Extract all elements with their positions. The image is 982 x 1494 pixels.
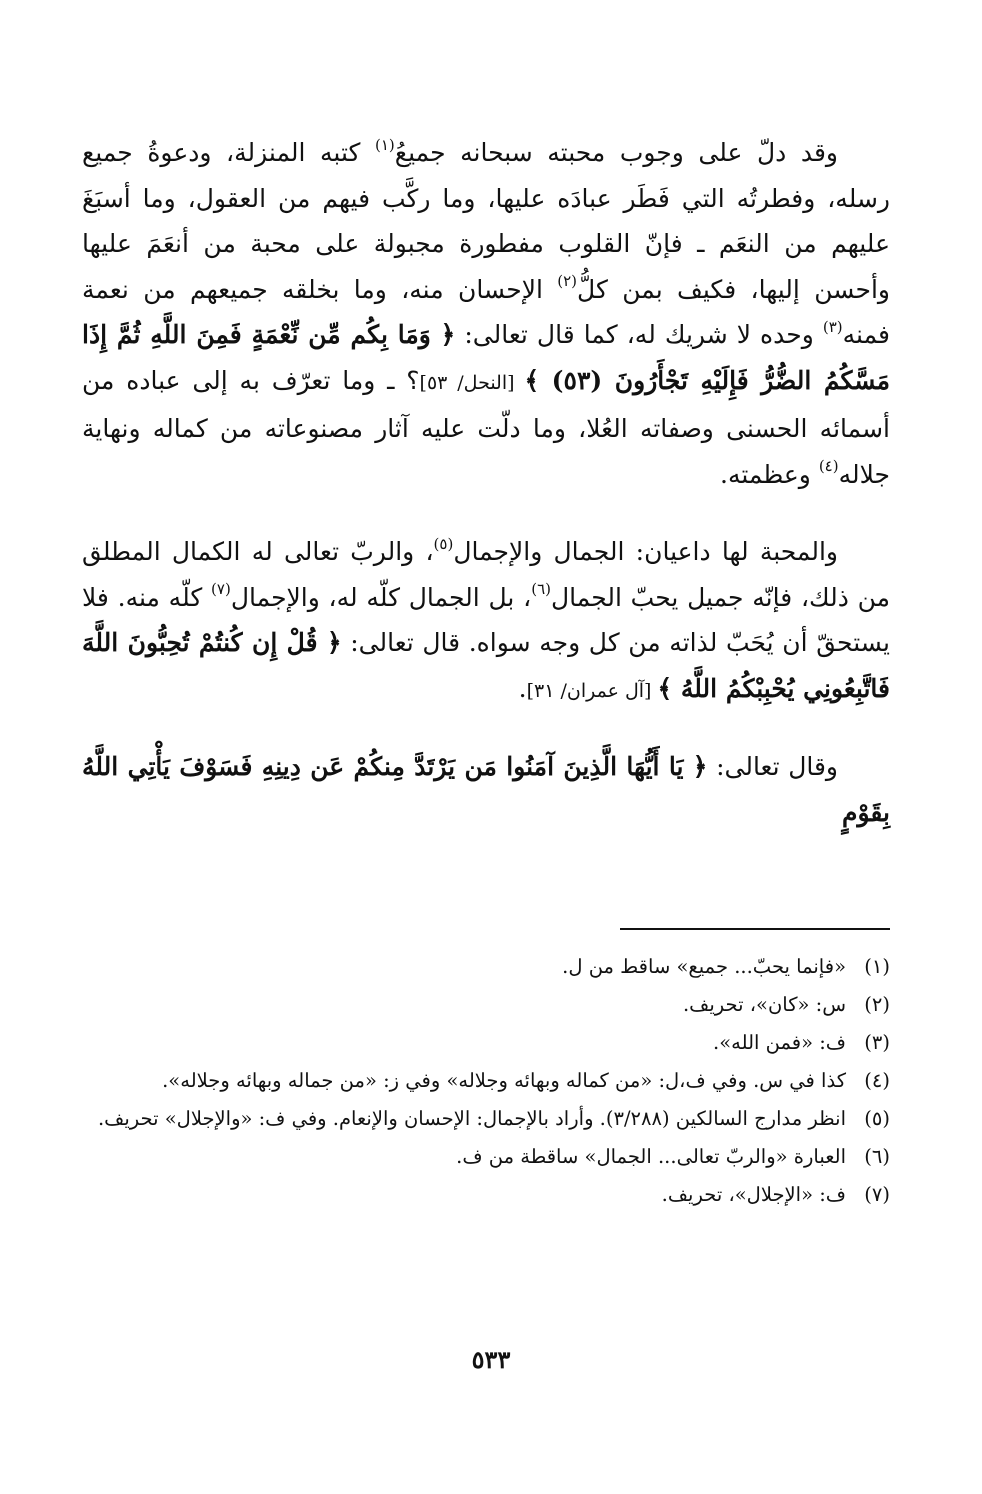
footnote-ref-6[interactable]: (٦) [531, 580, 551, 599]
text-segment: الإحسان منه، وما بخلقه جميعهم من نعمة فمنه [82, 274, 890, 349]
footnote-ref-2[interactable]: (٢) [557, 272, 578, 291]
footnote-text: ف: «فمن الله». [713, 1031, 846, 1054]
footnote-3 [82, 1026, 890, 1059]
quran-verse-al-imran: قُلْ إِن كُنتُمْ تُحِبُّونَ اللَّهَ فَاتَّبِعُونِي يُحْبِبْكُمُ اللَّهُ [82, 628, 890, 703]
footnote-2 [82, 988, 890, 1021]
footnote-text: ف: «الإجلال»، تحريف. [661, 1183, 846, 1206]
footnote-text: العبارة «والربّ تعالى... الجمال» ساقطة من ف. [456, 1145, 846, 1168]
text-segment: كلّه منه. فلا يستحقّ أن يُحَبّ لذاته من كل وجه سواه. قال تعالى: [82, 582, 890, 657]
main-text [82, 130, 890, 835]
paragraph-love-evidence [82, 130, 890, 497]
footnote-text: «فإنما يحبّ... جميع» ساقط من ل. [562, 955, 846, 978]
quran-bracket-close: ﴾ [524, 365, 552, 395]
footnote-number: (٧) [864, 1183, 890, 1206]
verse-reference: [النحل/ ٥٣] [419, 371, 525, 394]
footnote-number: (٣) [864, 1031, 890, 1054]
quran-verse-maidah: يَا أَيُّهَا الَّذِينَ آمَنُوا مَن يَرْتَدَّ مِنكُمْ عَن دِينِهِ فَسَوْفَ يَأْتِي اللَّهُ بِقَوْمٍ [82, 752, 890, 827]
footnote-ref-7[interactable]: (٧) [211, 580, 231, 599]
page-number: ٥٣٣ [471, 1345, 511, 1374]
footnote-ref-5[interactable]: (٥) [433, 534, 454, 553]
footnote-number: (٦) [864, 1145, 890, 1168]
text-segment: كتبه المنزلة، ودعوةُ جميع رسله، وفطرتُه التي فَطَر عبادَه عليها، وما ركَّب فيهم من العقول، وما أسبَغَ عليهم من النعَم ـ فإنّ القلوب مفطورة مجبولة على محبة من أنعَمَ عليها وأحسن إليها، فكيف بمن كلُّ [82, 138, 890, 304]
footnote-ref-1[interactable]: (١) [375, 135, 395, 154]
footnote-text: س: «كان»، تحريف. [682, 993, 846, 1016]
text-segment: وقد دلّ على وجوب محبته سبحانه جميعُ [394, 138, 838, 167]
footnote-5 [82, 1102, 890, 1135]
paragraph-love-motives [82, 529, 890, 714]
text-segment: ، بل الجمال كلّه له، والإجمال [230, 582, 532, 612]
paragraph-maidah-verse [82, 744, 890, 835]
text-segment: ؟ ـ وما تعرّف به إلى عباده من أسمائه الحسنى وصفاته العُلا، وما دلّت عليه آثار مصنوعاته من كماله ونهاية جلاله [82, 365, 890, 489]
text-segment: . [518, 673, 527, 703]
footnote-6 [82, 1140, 890, 1173]
ayah-number: (٥٣) [551, 365, 603, 395]
quran-bracket-close: ﴾ [657, 673, 673, 703]
quran-verse-nahl: وَمَا بِكُم مِّن نِّعْمَةٍ فَمِنَ اللَّهِ ثُمَّ إِذَا مَسَّكُمُ الضُّرُّ فَإِلَيْهِ تَجْأَرُونَ [82, 320, 890, 395]
quran-bracket-open: ﴿ [326, 628, 342, 657]
footnote-separator [620, 928, 890, 930]
footnote-text: كذا في س. وفي ف،ل: «من كماله وبهائه وجلاله» وفي ز: «من جماله وبهائه وجلاله». [162, 1069, 846, 1092]
footnote-number: (٤) [864, 1069, 890, 1092]
text-segment: والمحبة لها داعيان: الجمال والإجمال [453, 537, 838, 566]
footnote-number: (٥) [864, 1107, 890, 1130]
quran-bracket-open: ﴿ [440, 320, 456, 349]
text-segment: وحده لا شريك له، كما قال تعالى: [455, 320, 823, 349]
footnote-1 [82, 950, 890, 983]
footnote-text: انظر مدارج السالكين (٣/٢٨٨). وأراد بالإجمال: الإحسان والإنعام. وفي ف: «والإجلال» تحريف. [97, 1107, 846, 1130]
verse-reference: [آل عمران/ ٣١] [526, 679, 658, 702]
footnote-4 [82, 1064, 890, 1097]
footnote-ref-4[interactable]: (٤) [818, 457, 839, 476]
text-segment: ، والربّ تعالى له الكمال المطلق من ذلك، فإنّه جميل يحبّ الجمال [82, 537, 891, 612]
footnote-number: (١) [864, 955, 890, 978]
footnote-7 [82, 1178, 890, 1211]
footnotes [82, 950, 890, 1216]
footnote-ref-3[interactable]: (٣) [822, 317, 843, 336]
footnote-number: (٢) [864, 993, 890, 1016]
quran-bracket-open: ﴿ [692, 752, 708, 781]
text-segment: وعظمته. [720, 459, 819, 489]
text-segment: وقال تعالى: [707, 752, 838, 781]
